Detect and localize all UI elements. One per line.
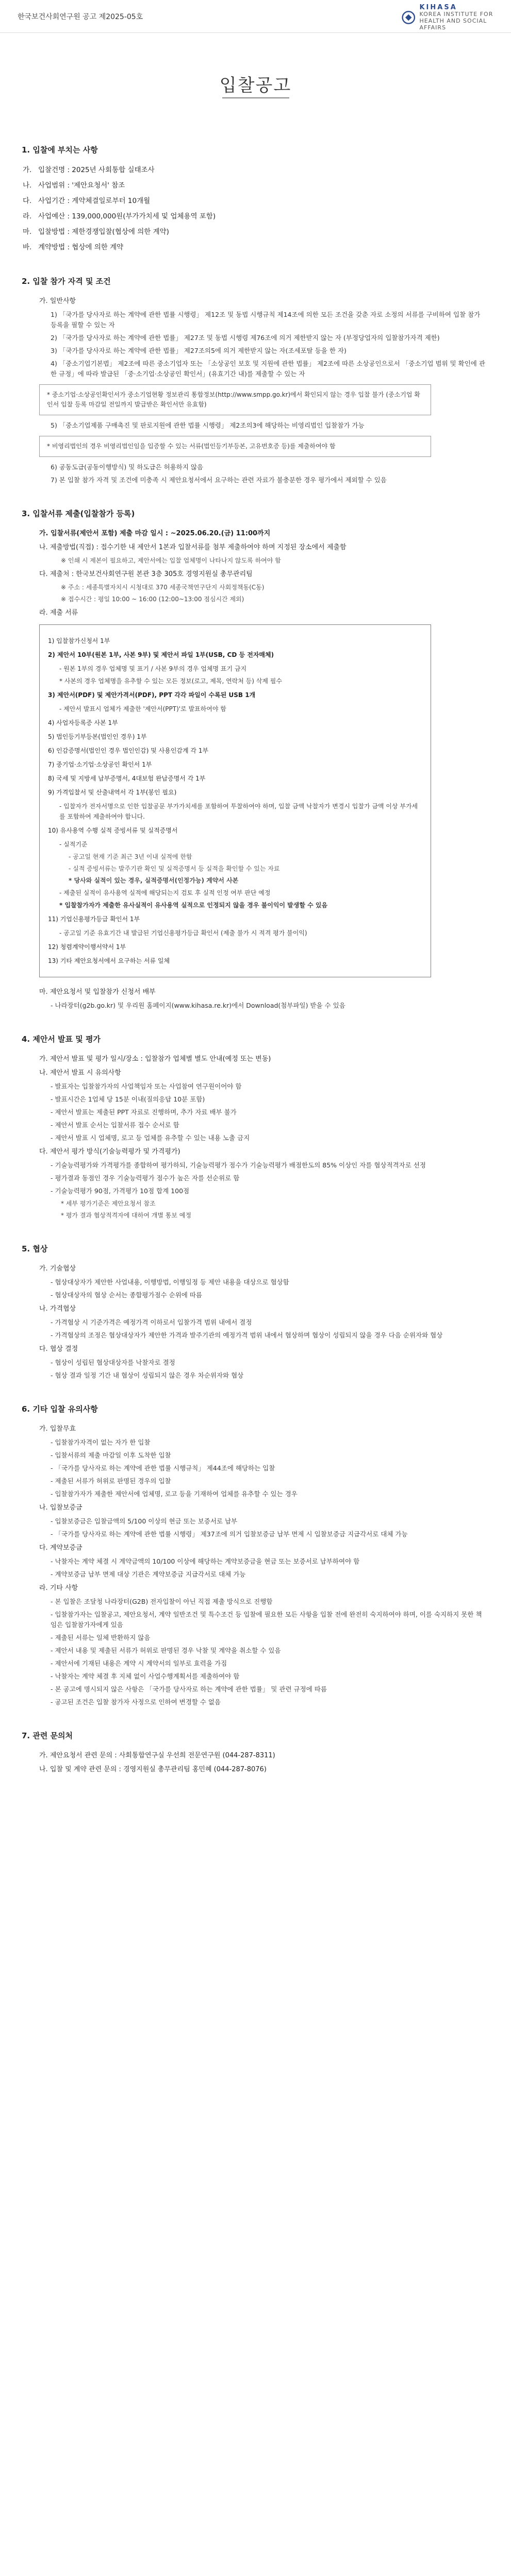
list-item: - 제출된 서류가 허위로 판명된 경우의 입찰	[51, 1477, 171, 1485]
list-item: - 발표자는 입찰참가자의 사업책임자 또는 사업참여 연구원이어야 함	[51, 1082, 242, 1090]
list-item: 1) 「국가를 당사자로 하는 계약에 관한 법률 시행령」 제12조 및 동법 시행규칙 제14조에 의한 모든 조건을 갖춘 자로 소정의 서류를 구비하여 입찰 참가 등록을 필할 수 있는 자	[51, 311, 481, 329]
note: * 세부 평가기준은 제안요청서 참조	[61, 1200, 156, 1207]
page-header	[0, 0, 511, 33]
section-bid-notes	[22, 1403, 486, 1707]
list-item: 3) 「국가를 당사자로 하는 계약에 관한 법률」 제27조의5에 의거 제한받지 않는 자(조세포탈 등을 한 자)	[51, 347, 347, 354]
doc-item: 8) 국세 및 지방세 납부증명서, 4대보험 완납증명서 각 1부	[48, 775, 206, 782]
subheading: 가. 제안서 발표 및 평가 일시/장소 : 입찰참가 업체별 별도 안내(예정 또는 변동)	[39, 1055, 271, 1063]
note: - 나라장터(g2b.go.kr) 및 우리원 홈페이지(www.kihasa.re.kr)에서 Download(첨부파일) 받을 수 있음	[51, 1002, 345, 1009]
doc-item: - 제안서 발표시 업체가 제출한 '제안서(PPT)'로 발표하여야 함	[59, 705, 226, 713]
section-title: 2. 입찰 참가 자격 및 조건	[22, 277, 111, 286]
doc-item: - 실적기준	[59, 841, 88, 848]
doc-item: 10) 유사용역 수행 실적 증빙서류 및 실적증명서	[48, 827, 178, 834]
list-item: - 입찰참가자가 제출한 제안서에 업체명, 로고 등을 기재하여 업체를 유추할 수 있는 경우	[51, 1490, 298, 1498]
doc-item: * 사본의 경우 업체명을 유추할 수 있는 모든 정보(로고, 제목, 연락처 등) 삭제 필수	[59, 677, 282, 685]
subheading: 나. 입찰보증금	[39, 1504, 83, 1512]
doc-item: 1) 입찰참가신청서 1부	[48, 637, 110, 645]
list-item: - 평가결과 동점인 경우 기술능력평가 점수가 높은 자를 선순위로 함	[51, 1174, 240, 1182]
list-item: 마. 입찰방법 : 제한경쟁입찰(협상에 의한 계약)	[23, 228, 169, 236]
doc-item: - 원본 1부의 경우 업체명 및 표기 / 사본 9부의 경우 업체명 표기 금지	[59, 665, 247, 672]
list-item: - 「국가를 당사자로 하는 계약에 관한 법률 시행령」 제37조에 의거 입찰보증금 납부 면제 시 입찰보증금 지급각서로 대체 가능	[51, 1530, 408, 1538]
list-item: - 제안서 발표 순서는 입찰서류 접수 순서로 함	[51, 1121, 179, 1129]
list-item: 가. 입찰건명 : 2025년 사회통합 실태조사	[23, 166, 155, 174]
note-box: * 비영리법인의 경우 비영리법인임을 입증할 수 있는 서류(법인등기부등본, 고유번호증 등)를 제출하여야 함	[39, 436, 431, 457]
note: ※ 인쇄 시 제본이 필요하고, 제안서에는 입찰 업체명이 나타나지 않도록 하여야 함	[61, 557, 281, 564]
subheading: 라. 제출 서류	[39, 609, 78, 617]
logo-title: KIHASA	[419, 4, 457, 11]
announcement-number: 한국보건사회연구원 공고 제2025-05호	[18, 13, 143, 21]
doc-item: * 입찰참가자가 제출한 유사실적이 유사용역 실적으로 인정되지 않을 경우 불이익이 발생할 수 있음	[59, 902, 328, 909]
doc-item: - 제출된 실적이 유사용역 실적에 해당되는지 검토 후 실적 인정 여부 판단 예정	[59, 889, 271, 896]
page-title: 입찰공고	[219, 75, 292, 96]
doc-item: 2) 제안서 10부(원본 1부, 사본 9부) 및 제안서 파일 1부(USB, CD 등 전자매체)	[48, 651, 274, 658]
doc-item: 3) 제안서(PDF) 및 제안가격서(PDF), PPT 각각 파일이 수록된 USB 1개	[48, 691, 256, 699]
doc-item: - 공고일 현재 기준 최근 3년 이내 실적에 한함	[69, 853, 192, 860]
list-item: - 본 공고에 명시되지 않은 사항은 「국가를 당사자로 하는 계약에 관한 법률」 및 관련 규정에 따름	[51, 1685, 327, 1693]
list-item: - 제안서 내용 및 제출된 서류가 허위로 판명된 경우 낙찰 및 계약을 취소할 수 있음	[51, 1647, 281, 1654]
logo-sub-2: HEALTH AND SOCIAL AFFAIRS	[419, 18, 487, 31]
list-item: 다. 사업기간 : 계약체결일로부터 10개월	[23, 197, 151, 205]
list-item: - 협상이 성립된 협상대상자를 낙찰자로 결정	[51, 1359, 175, 1366]
list-item: - 발표시간은 1업체 당 15분 이내(질의응답 10분 포함)	[51, 1095, 205, 1103]
list-item: - 제출된 서류는 일체 반환하지 않음	[51, 1634, 151, 1641]
doc-item: 4) 사업자등록증 사본 1부	[48, 719, 118, 726]
section-negotiation	[22, 1243, 486, 1381]
doc-item: 5) 법인등기부등본(법인인 경우) 1부	[48, 733, 147, 740]
logo-sub-1: KOREA INSTITUTE FOR	[419, 11, 493, 18]
list-item: - 입찰보증금은 입찰금액의 5/100 이상의 현금 또는 보증서로 납부	[51, 1517, 238, 1525]
submission-method: 나. 제출방법(직접) : 접수기한 내 제안서 1본과 입찰서류를 첨부 제출하여야 하며 지정된 장소에서 제출함	[39, 544, 347, 551]
submission-place: 다. 제출처 : 한국보건사회연구원 본관 3층 305호 경영지원실 총무관리팀	[39, 570, 253, 578]
section-contact	[22, 1730, 486, 1775]
list-item: - 계약보증금 납부 면제 대상 기관은 계약보증금 지급각서로 대체 가능	[51, 1570, 246, 1578]
list-item: - 입찰서류의 제출 마감일 이후 도착한 입찰	[51, 1451, 171, 1459]
doc-item: - 실적 증빙서류는 발주기관 확인 및 실적증명서 등 실적을 확인할 수 있는 자료	[69, 865, 280, 872]
subheading: 마. 제안요청서 및 입찰참가 신청서 배부	[39, 988, 156, 996]
doc-item: 7) 중기업·소기업·소상공인 확인서 1부	[48, 761, 152, 768]
note: ※ 접수시간 : 평일 10:00 ~ 16:00 (12:00~13:00 점심시간 제외)	[61, 596, 244, 603]
list-item: - 협상 결과 일정 기간 내 협상이 성립되지 않은 경우 차순위자와 협상	[51, 1371, 244, 1379]
deadline: 가. 입찰서류(제안서 포함) 제출 마감 일시 : ~2025.06.20.(금) 11:00까지	[39, 530, 271, 537]
doc-item: 12) 청렴계약이행서약서 1부	[48, 943, 126, 951]
subheading: 나. 제안서 발표 시 유의사항	[39, 1069, 121, 1077]
section-title: 1. 입찰에 부치는 사항	[22, 145, 98, 155]
title-underline	[222, 97, 289, 98]
list-item: 라. 사업예산 : 139,000,000원(부가가치세 및 업체용역 포함)	[23, 212, 216, 221]
section-title: 5. 협상	[22, 1244, 48, 1253]
list-item: 2) 「국가를 당사자로 하는 계약에 관한 법률」 제27조 및 동법 시행령 제76조에 의거 제한받지 않는 자 (부정당업자의 입찰참가자격 제한)	[51, 334, 440, 342]
doc-item: 11) 기업신용평가등급 확인서 1부	[48, 916, 140, 923]
section-evaluation	[22, 1033, 486, 1221]
section-submission	[22, 508, 486, 1011]
note-box: * 중소기업·소상공인확인서가 중소기업현황 정보관리 통합정보(http://www.smpp.go.kr)에서 확인되지 않는 경우 입찰 불가 (중소기업 확인서 입찰 등록 마감일 전일까지 발급받은 확인서만 유효함)	[39, 384, 431, 415]
list-item: - 입찰참가자는 입찰공고, 제안요청서, 계약 일반조건 및 특수조건 등 입찰에 필요한 모든 사항을 입찰 전에 완전히 숙지하여야 하며, 이를 숙지하지 못한 책임은 입찰참가자에게 있음	[51, 1611, 482, 1629]
subheading: 다. 제안서 평가 방식(기술능력평가 및 가격평가)	[39, 1148, 180, 1156]
subheading: 가. 일반사항	[39, 297, 76, 305]
list-item: - 낙찰자는 계약 체결 시 계약금액의 10/100 이상에 해당하는 계약보증금을 현금 또는 보증서로 납부하여야 함	[51, 1557, 360, 1565]
kihasa-logo-icon	[402, 9, 415, 26]
list-item: - 가격협상 시 기준가격은 예정가격 이하로서 입찰가격 범위 내에서 결정	[51, 1318, 252, 1326]
list-item: - 기술능력평가와 가격평가를 종합하여 평가하되, 기술능력평가 점수가 기술능력평가 배점한도의 85% 이상인 자를 협상적격자로 선정	[51, 1161, 426, 1169]
list-item: 5) 「중소기업제품 구매촉진 및 판로지원에 관한 법률 시행령」 제2조의3에 해당하는 비영리법인 입찰참가 가능	[51, 421, 365, 429]
subheading: 가. 기술협상	[39, 1265, 76, 1273]
list-item: 4) 「중소기업기본법」 제2조에 따른 중소기업자 또는 「소상공인 보호 및 지원에 관한 법률」 제2조에 따른 소상공인으로서 「중소기업 범위 및 확인에 관한 규정」에 따라 발급된 「중·소기업·소상공인 확인서」(유효기간 내)를 제출할 수 있는 자	[51, 360, 485, 378]
note: * 평가 결과 협상적격자에 대하여 개별 통보 예정	[61, 1212, 191, 1219]
list-item: 바. 계약방법 : 협상에 의한 계약	[23, 243, 124, 251]
section-title: 4. 제안서 발표 및 평가	[22, 1035, 101, 1044]
list-item: 나. 사업범위 : '제안요청서' 참조	[23, 181, 125, 190]
subheading: 가. 입찰무효	[39, 1425, 76, 1433]
list-item: - 입찰참가자격이 없는 자가 한 입찰	[51, 1438, 151, 1446]
list-item: - 제안서 발표는 제출된 PPT 자료로 진행하며, 추가 자료 배부 불가	[51, 1108, 237, 1116]
list-item: - 가격협상의 조정은 협상대상자가 제안한 가격과 발주기관의 예정가격 범위 내에서 협상하며 협상이 성립되지 않을 경우 다음 순위자와 협상	[51, 1331, 443, 1339]
list-item: 7) 본 입찰 참가 자격 및 조건에 미충족 시 제안요청서에서 요구하는 관련 자료가 불충분한 경우 평가에서 제외할 수 있음	[51, 476, 387, 484]
doc-item: 6) 인감증명서(법인인 경우 법인인감) 및 사용인감계 각 1부	[48, 747, 209, 754]
doc-item: 9) 가격입찰서 및 산출내역서 각 1부(봉인 필요)	[48, 789, 177, 796]
list-item: - 낙찰자는 계약 체결 후 지체 없이 사업수행계획서를 제출하여야 함	[51, 1672, 240, 1680]
subheading: 다. 협상 결정	[39, 1345, 78, 1353]
doc-item: - 공고일 기준 유효기간 내 발급된 기업신용평가등급 확인서 (제출 불가 시 적격 평가 불이익)	[59, 929, 307, 937]
note: ※ 주소 : 세종특별자치시 시청대로 370 세종국책연구단지 사회정책동(C동)	[61, 584, 265, 591]
list-item: 6) 공동도급(공동이행방식) 및 하도급은 허용하지 않음	[51, 463, 204, 471]
list-item: - 협상대상자의 협상 순서는 종합평가점수 순위에 따름	[51, 1291, 203, 1299]
doc-item: * 당사와 실적이 있는 경우, 실적증명서(인정가능) 계약서 사본	[69, 877, 239, 884]
list-item: - 기술능력평가 90점, 가격평가 10점 합계 100점	[51, 1187, 190, 1195]
doc-item: - 입찰자가 전자서명으로 인한 입찰공문 부가가치세를 포함하여 투찰하여야 하며, 입찰 금액 낙찰자가 변경시 입찰가 금액 이상 부가세를 포함하여 제출하여야 합니다.	[59, 803, 418, 820]
section-title: 3. 입찰서류 제출(입찰참가 등록)	[22, 509, 135, 518]
section-eligibility	[22, 276, 486, 485]
announcement-body	[22, 144, 486, 1798]
documents-box	[39, 624, 431, 977]
kihasa-logo	[402, 4, 494, 31]
subheading: 나. 가격협상	[39, 1305, 76, 1313]
section-title: 6. 기타 입찰 유의사항	[22, 1404, 98, 1414]
subheading: 다. 계약보증금	[39, 1544, 83, 1552]
contact-proposal: 가. 제안요청서 관련 문의 : 사회통합연구실 우선희 전문연구원 (044-287-8311)	[39, 1752, 275, 1759]
list-item: - 「국가를 당사자로 하는 계약에 관한 법률 시행규칙」 제44조에 해당하는 입찰	[51, 1464, 275, 1472]
contact-contract: 나. 입찰 및 계약 관련 문의 : 경영지원실 총무관리팀 홍민혜 (044-287-8076)	[39, 1766, 267, 1773]
list-item: - 공고된 조건은 입찰 참가자 사정으로 인하여 변경할 수 없음	[51, 1698, 221, 1706]
list-item: - 제안서에 기재된 내용은 계약 시 계약서의 일부로 효력을 가짐	[51, 1659, 227, 1667]
logo-text	[419, 4, 494, 31]
list-item: - 제안서 발표 시 업체명, 로고 등 업체를 유추할 수 있는 내용 노출 금지	[51, 1134, 250, 1142]
subheading: 라. 기타 사항	[39, 1584, 78, 1592]
doc-item: 13) 기타 제안요청서에서 요구하는 서류 일체	[48, 957, 170, 964]
list-item: - 본 입찰은 조달청 나라장터(G2B) 전자입찰이 아닌 직접 제출 방식으로 진행함	[51, 1598, 273, 1605]
section-bid-items	[22, 144, 486, 253]
section-title: 7. 관련 문의처	[22, 1731, 73, 1740]
list-item: - 협상대상자가 제안한 사업내용, 이행방법, 이행일정 등 제안 내용을 대상으로 협상함	[51, 1278, 289, 1286]
